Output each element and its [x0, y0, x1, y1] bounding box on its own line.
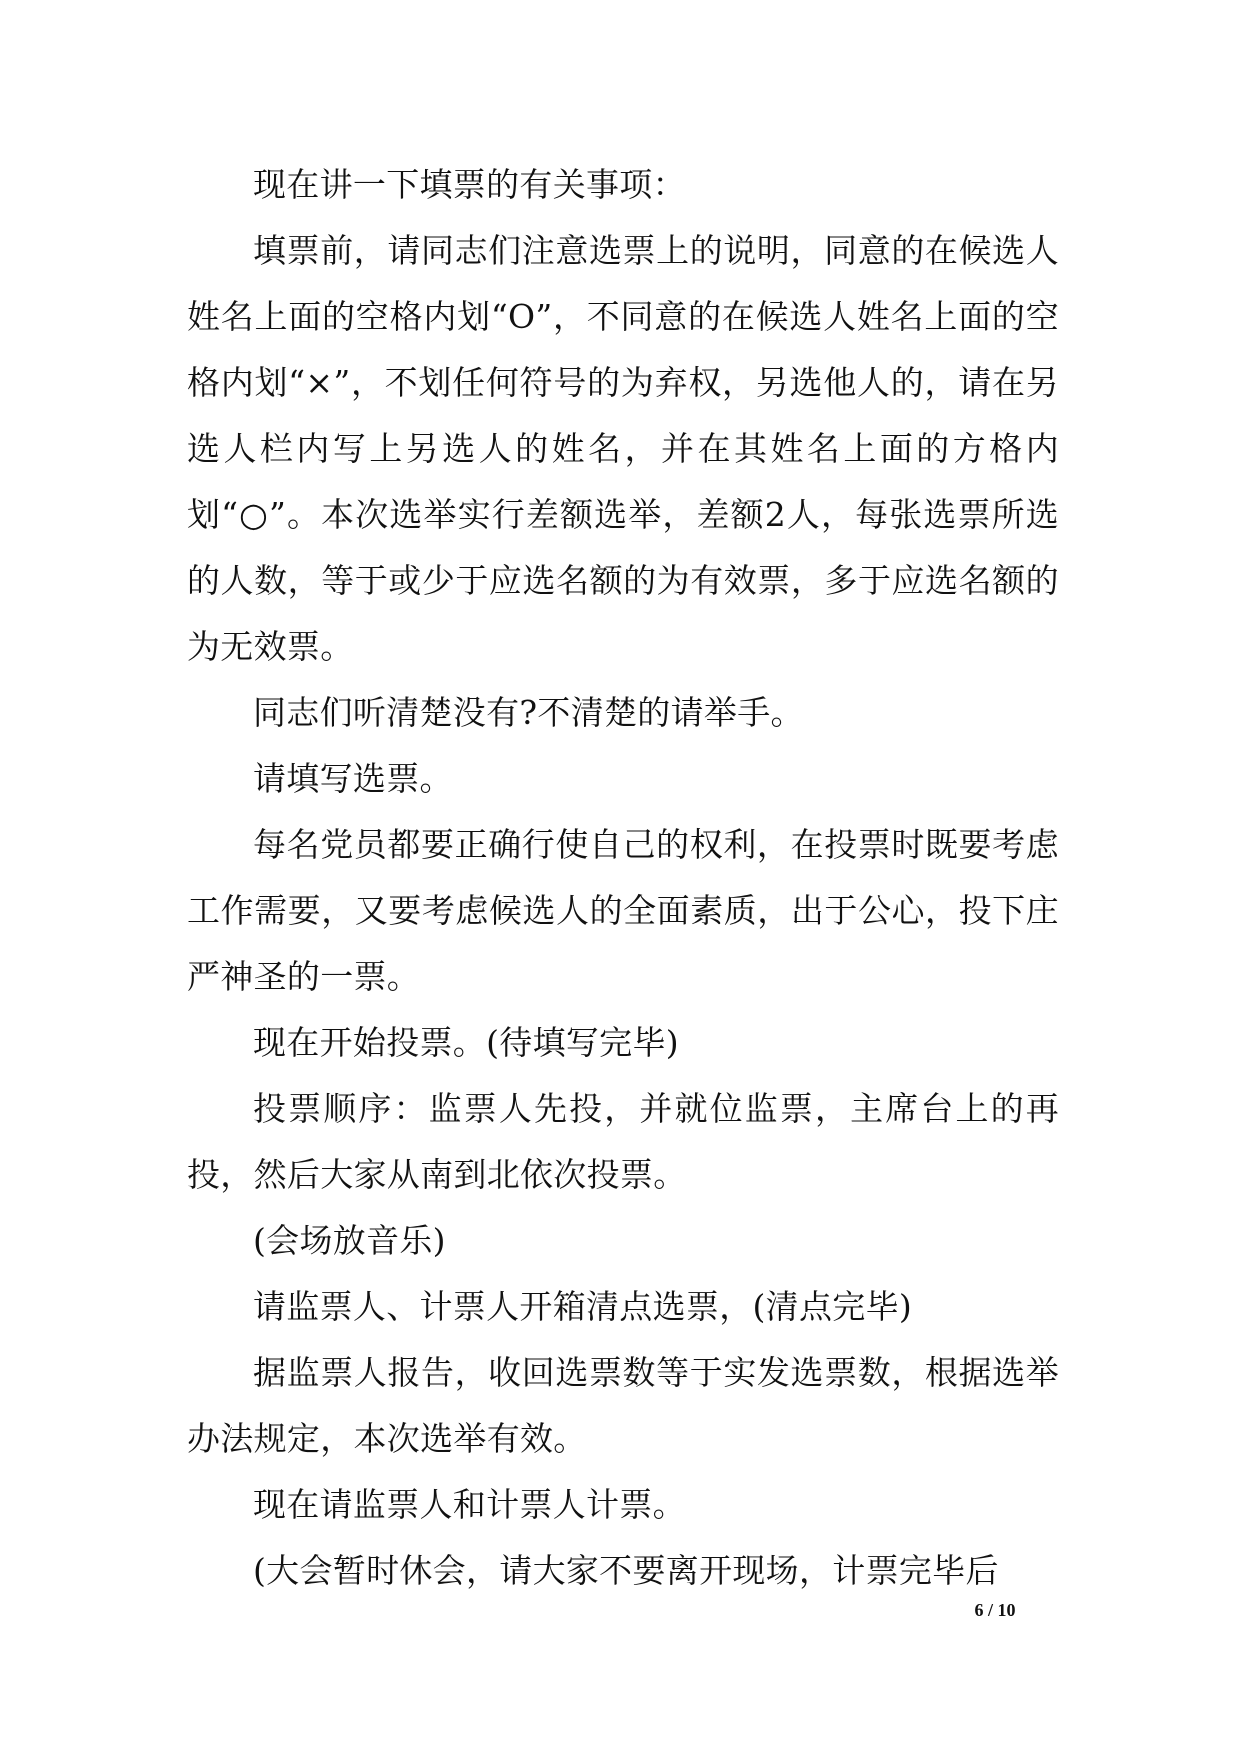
page-number: 6 / 10 — [974, 1600, 1016, 1620]
document-body — [187, 152, 1059, 1604]
paragraph-recess: (大会暂时休会，请大家不要离开现场，计票完毕后 — [253, 1551, 999, 1590]
paragraph-count-ballots: 请监票人、计票人开箱清点选票，(清点完毕) — [253, 1287, 913, 1326]
paragraph-ballot-instructions: 填票前，请同志们注意选票上的说明，同意的在候选人姓名上面的空格内划“O”，不同意的在候选人姓名上面的空格内划“×”，不划任何符号的为弃权，另选他人的，请在另选人栏内写上另选人的姓名，并在其姓名上面的方格内划“○”。本次选举实行差额选举，差额2人，每张选票所选的人数，等于或少于应选名额的为有效票，多于应选名额的为无效票。 — [187, 231, 1059, 666]
paragraph-member-rights: 每名党员都要正确行使自己的权利，在投票时既要考虑工作需要，又要考虑候选人的全面素质，出于公心，投下庄严神圣的一票。 — [187, 825, 1059, 996]
paragraph-fill-ballot: 请填写选票。 — [253, 759, 453, 798]
paragraph-music: (会场放音乐) — [253, 1221, 446, 1260]
paragraph-tally: 现在请监票人和计票人计票。 — [253, 1485, 686, 1524]
paragraph-election-valid: 据监票人报告，收回选票数等于实发选票数，根据选举办法规定，本次选举有效。 — [187, 1353, 1059, 1458]
paragraph-questions: 同志们听清楚没有?不清楚的请举手。 — [253, 693, 804, 732]
paragraph-voting-notes-intro: 现在讲一下填票的有关事项： — [253, 165, 686, 204]
paragraph-voting-order: 投票顺序：监票人先投，并就位监票，主席台上的再投，然后大家从南到北依次投票。 — [187, 1089, 1059, 1194]
paragraph-start-voting: 现在开始投票。(待填写完毕) — [253, 1023, 679, 1062]
